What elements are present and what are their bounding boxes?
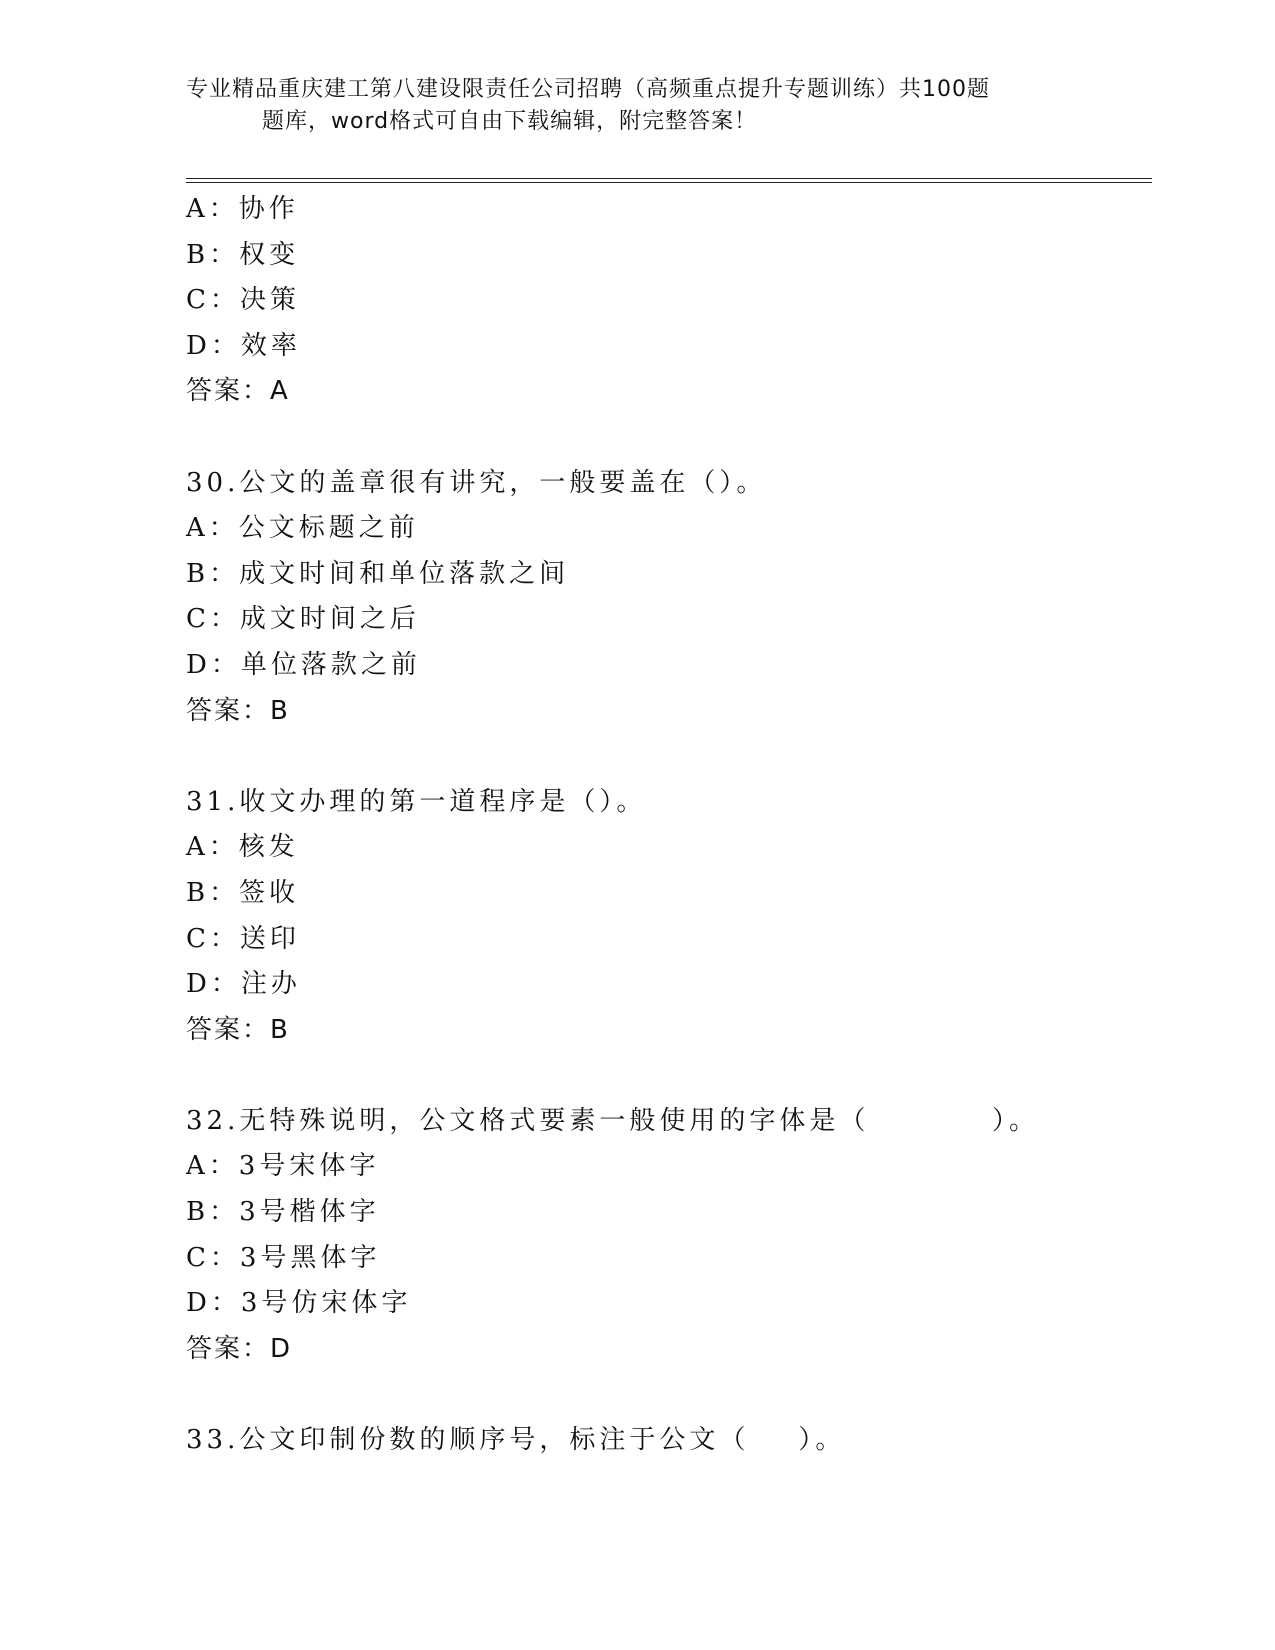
header-rule-top: [186, 178, 1152, 179]
option-d: D：单位落款之前: [186, 649, 421, 680]
option-a: A：协作: [186, 194, 299, 224]
option-c: C：决策: [186, 285, 300, 316]
option-b: B：成文时间和单位落款之间: [186, 558, 570, 589]
header-title-line-1: 专业精品重庆建工第八建设限责任公司招聘（高频重点提升专题训练）共100题: [186, 77, 990, 102]
question-text: 33.公文印制份数的顺序号，标注于公文（ ）。: [186, 1425, 846, 1456]
spacer: [186, 1372, 1146, 1418]
option-d: D：注办: [186, 969, 301, 1000]
option-a: A：核发: [186, 832, 299, 863]
option-d: D：效率: [186, 330, 301, 361]
option-b: B：3号楷体字: [186, 1197, 380, 1228]
answer-line: 答案：B: [186, 695, 290, 726]
option-b: B：签收: [186, 877, 300, 908]
answer-line: 答案：A: [186, 376, 290, 407]
spacer: [186, 415, 1146, 461]
question-block-31: [186, 780, 1146, 1054]
option-c: C：成文时间之后: [186, 604, 420, 635]
option-d: D：3号仿宋体字: [186, 1288, 412, 1319]
answer-line: 答案：B: [186, 1014, 290, 1045]
option-c: C：送印: [186, 923, 300, 954]
question-text: 30.公文的盖章很有讲究，一般要盖在（）。: [186, 467, 767, 498]
header-rule-bottom: [186, 182, 1152, 183]
question-block-30: [186, 461, 1146, 735]
question-text: 31.收文办理的第一道程序是（）。: [186, 786, 647, 817]
header-title-line-2: 题库，word格式可自由下载编辑，附完整答案！: [262, 109, 758, 134]
document-header: [186, 74, 1066, 138]
spacer: [186, 1053, 1146, 1099]
question-list: [186, 187, 1146, 1464]
answer-line: 答案：D: [186, 1333, 293, 1364]
option-a: A：公文标题之前: [186, 513, 419, 544]
option-c: C：3号黑体字: [186, 1242, 381, 1273]
option-a: A：3号宋体字: [186, 1151, 380, 1182]
question-block-33: [186, 1418, 1146, 1464]
question-block-32: [186, 1099, 1146, 1373]
question-text: 32.无特殊说明，公文格式要素一般使用的字体是（ ）。: [186, 1105, 1039, 1136]
option-b: B：权变: [186, 239, 300, 270]
question-block-29: [186, 187, 1146, 415]
spacer: [186, 734, 1146, 780]
